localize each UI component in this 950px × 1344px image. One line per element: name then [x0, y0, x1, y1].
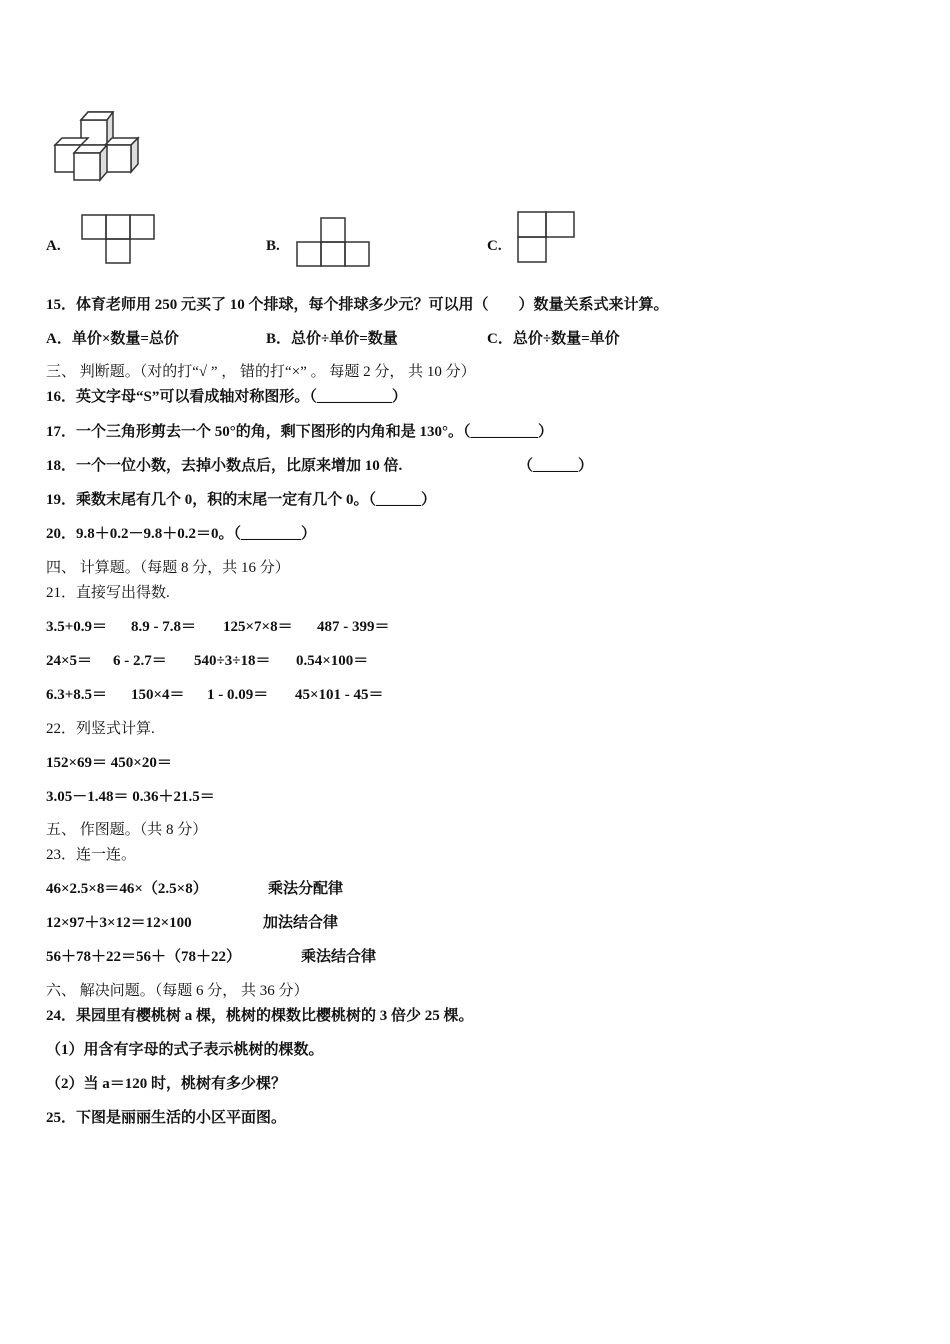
calc-item: 24×5＝ [46, 653, 93, 669]
question-18: 18．一个一位小数，去掉小数点后，比原来增加 10 倍. [46, 458, 403, 474]
question-18-blank: （______） [518, 458, 594, 474]
q15-option-a: A．单价×数量=总价 [46, 331, 179, 347]
section-4-heading: 四、 计算题。（每题 8 分，共 16 分） [46, 560, 290, 576]
calc-item: 150×4＝ [131, 687, 185, 703]
question-17: 17．一个三角形剪去一个 50°的角，剩下图形的内角和是 130°。（_________） [46, 424, 553, 440]
calc-item: 1 - 0.09＝ [207, 687, 269, 703]
calc-item: 6.3+8.5＝ [46, 687, 108, 703]
section-6-heading: 六、 解决问题。（每题 6 分， 共 36 分） [46, 983, 309, 999]
question-20: 20．9.8＋0.2－9.8＋0.2＝0。（________） [46, 526, 317, 542]
calc-item: 3.5+0.9＝ [46, 619, 108, 635]
question-15: 15．体育老师用 250 元买了 10 个排球，每个排球多少元？可以用（ ）数量关系式来计算。 [46, 297, 669, 313]
calc-item: 540÷3÷18＝ [194, 653, 271, 669]
question-22: 22．列竖式计算. [46, 721, 155, 737]
question-24: 24．果园里有樱桃树 a 棵，桃树的棵数比樱桃树的 3 倍少 25 棵。 [46, 1008, 474, 1024]
calc-item: 487 - 399＝ [317, 619, 390, 635]
question-24-part-1: （1）用含有字母的式子表示桃树的棵数。 [46, 1042, 324, 1058]
cube-figure [50, 108, 150, 184]
match-left-item: 12×97＋3×12＝12×100 [46, 915, 192, 931]
question-21: 21．直接写出得数. [46, 585, 170, 601]
match-left-item: 46×2.5×8＝46×（2.5×8） [46, 881, 208, 897]
section-5-heading: 五、 作图题。（共 8 分） [46, 822, 208, 838]
question-23: 23．连一连。 [46, 847, 137, 863]
option-b-label: B. [266, 238, 280, 254]
option-c-label: C. [487, 238, 502, 254]
net-a-figure [80, 213, 160, 265]
q15-option-c: C．总价÷数量=单价 [487, 331, 620, 347]
section-3-heading: 三、 判断题。（对的打“√ ” ， 错的打“×” 。 每题 2 分， 共 10 分） [46, 364, 476, 380]
q15-option-b: B．总价÷单价=数量 [266, 331, 398, 347]
question-19: 19．乘数末尾有几个 0，积的末尾一定有几个 0。（______） [46, 492, 437, 508]
question-24-part-2: （2）当 a＝120 时，桃树有多少棵？ [46, 1076, 287, 1092]
question-16: 16．英文字母“S”可以看成轴对称图形。（__________） [46, 389, 407, 405]
net-c-figure [516, 210, 580, 266]
vertical-calc-row: 152×69＝ 450×20＝ [46, 755, 172, 771]
calc-item: 6 - 2.7＝ [113, 653, 167, 669]
question-25: 25．下图是丽丽生活的小区平面图。 [46, 1110, 287, 1126]
calc-item: 125×7×8＝ [223, 619, 293, 635]
vertical-calc-row: 3.05－1.48＝ 0.36＋21.5＝ [46, 789, 215, 805]
match-left-item: 56＋78＋22＝56＋（78＋22） [46, 949, 242, 965]
net-b-figure [295, 216, 375, 268]
match-right-item: 乘法结合律 [301, 949, 377, 965]
calc-item: 0.54×100＝ [296, 653, 369, 669]
calc-item: 45×101 - 45＝ [295, 687, 384, 703]
match-right-item: 乘法分配律 [268, 881, 344, 897]
match-right-item: 加法结合律 [263, 915, 339, 931]
option-a-label: A. [46, 238, 61, 254]
calc-item: 8.9 - 7.8＝ [131, 619, 196, 635]
